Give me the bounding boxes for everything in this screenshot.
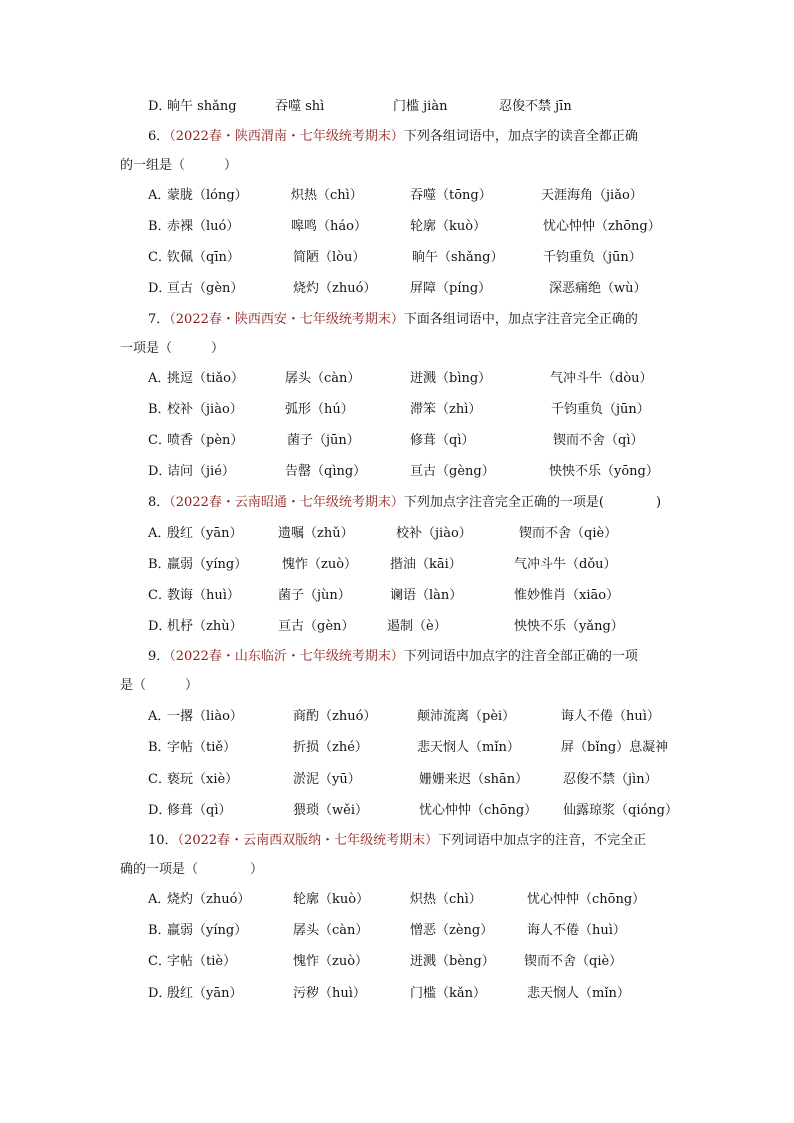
- option-label: A．: [148, 188, 171, 203]
- option-word: 字帖（tiě）: [167, 740, 237, 755]
- option-word: 悲天悯人（mǐn）: [527, 986, 630, 1001]
- option-word: 遗嘱（zhǔ）: [278, 526, 354, 541]
- option-word: 门槛 jiàn: [393, 99, 448, 114]
- option-label: D．: [148, 99, 172, 114]
- option-word: 嗥鸣（háo）: [291, 219, 367, 234]
- question-text-cont: 确的一项是（ ）: [120, 862, 264, 877]
- question-text: 下列各组词语中，加点字的读音全都正确: [403, 129, 638, 144]
- option-word: 机杼（zhù）: [167, 619, 243, 634]
- option-word: 忧心忡忡（zhōng）: [543, 219, 661, 234]
- question-number: 9．: [148, 649, 170, 664]
- option-word: 忧心忡忡（chōng）: [527, 892, 646, 907]
- option-word: 愧怍（zuò）: [282, 557, 358, 572]
- option-word: 校补（jiào）: [167, 402, 243, 417]
- option-word: 污秽（huì）: [293, 986, 366, 1001]
- question-8-stem: [148, 493, 661, 513]
- option-word: 锲而不舍（qiè）: [519, 526, 618, 541]
- option-word: 愧怍（zuò）: [293, 954, 369, 969]
- option-word: 烧灼（zhuó）: [167, 892, 251, 907]
- option-word: 屏（bǐng）息凝神: [561, 740, 669, 755]
- option-word: 烧灼（zhuó）: [293, 281, 377, 296]
- option-label: A．: [148, 709, 171, 724]
- option-word: 羸弱（yíng）: [167, 923, 248, 938]
- option-label: B．: [148, 557, 171, 572]
- option-word: 蒙胧（lóng）: [167, 188, 248, 203]
- question-source: （2022春・云南昭通・七年级统考期末）: [169, 495, 404, 510]
- option-word: 一撂（liào）: [167, 709, 243, 724]
- question-text: 下列词语中加点字的注音，不完全正: [438, 833, 647, 848]
- question-7-stem: [148, 310, 638, 330]
- question-text-cont: 的一组是（ ）: [120, 158, 238, 173]
- option-word: 炽热（chì）: [410, 892, 482, 907]
- option-word: 气冲斗牛（dòu）: [550, 371, 653, 386]
- option-word: 折损（zhé）: [293, 740, 368, 755]
- option-word: 吞噬 shì: [275, 99, 325, 114]
- option-word: 钦佩（qīn）: [167, 250, 240, 265]
- option-label: C．: [148, 954, 171, 969]
- question-6-stem: [148, 127, 638, 147]
- option-word: 告罄（qìng）: [285, 464, 367, 479]
- option-word: 揩油（kāi）: [390, 557, 462, 572]
- option-word: 挑逗（tiǎo）: [167, 371, 244, 386]
- option-word: 羸弱（yíng）: [167, 557, 248, 572]
- option-word: 淤泥（yū）: [293, 772, 361, 787]
- option-word: 怏怏不乐（yōng）: [549, 464, 659, 479]
- option-word: 炽热（chì）: [291, 188, 363, 203]
- question-number: 10．: [148, 833, 178, 848]
- option-word: 亘古（gèn）: [278, 619, 355, 634]
- option-word: 教诲（huì）: [167, 588, 240, 603]
- option-word: 屏障（píng）: [410, 281, 492, 296]
- option-word: 颠沛流离（pèi）: [417, 709, 516, 724]
- option-label: B．: [148, 740, 171, 755]
- option-word: 校补（jiào）: [396, 526, 472, 541]
- question-text-cont: 一项是（ ）: [120, 341, 225, 356]
- question-source: （2022春・陕西西安・七年级统考期末）: [169, 312, 404, 327]
- question-7-stem-cont: [120, 339, 224, 359]
- option-word: 轮廓（kuò）: [293, 892, 370, 907]
- option-word: 千钧重负（jūn）: [543, 250, 642, 265]
- option-word: 迸溅（bìng）: [410, 371, 492, 386]
- option-word: 千钧重负（jūn）: [551, 402, 650, 417]
- option-label: D．: [148, 986, 172, 1001]
- option-word: 忍俊不禁（jìn）: [563, 772, 658, 787]
- option-word: 锲而不舍（qiè）: [524, 954, 623, 969]
- question-source: （2022春・云南西双版纳・七年级统考期末）: [177, 833, 439, 848]
- option-word: 亵玩（xiè）: [167, 772, 239, 787]
- question-6-stem-cont: [120, 156, 237, 176]
- option-word: 诲人不倦（huì）: [527, 923, 626, 938]
- option-word: 孱头（càn）: [285, 371, 361, 386]
- question-text: 下列加点字注音完全正确的一项是( ): [403, 495, 662, 510]
- option-word: 晌午（shǎng）: [412, 250, 504, 265]
- option-word: 殷红（yān）: [167, 526, 243, 541]
- option-label: B．: [148, 923, 171, 938]
- option-word: 晌午 shǎng: [167, 99, 237, 114]
- question-text-cont: 是（ ）: [120, 678, 199, 693]
- option-word: 修葺（qì）: [410, 433, 475, 448]
- option-word: 商酌（zhuó）: [293, 709, 377, 724]
- option-word: 诲人不倦（huì）: [561, 709, 660, 724]
- question-source: （2022春・陕西渭南・七年级统考期末）: [169, 129, 404, 144]
- question-10-stem: [148, 831, 646, 851]
- option-label: B．: [148, 219, 171, 234]
- question-text: 下面各组词语中，加点字注音完全正确的: [403, 312, 638, 327]
- option-word: 门槛（kǎn）: [410, 986, 487, 1001]
- option-word: 迸溅（bèng）: [410, 954, 495, 969]
- option-word: 修葺（qì）: [167, 803, 232, 818]
- option-word: 姗姗来迟（shān）: [419, 772, 529, 787]
- option-word: 简陋（lòu）: [293, 250, 366, 265]
- option-word: 菌子（jūn）: [287, 433, 360, 448]
- option-word: 轮廓（kuò）: [410, 219, 487, 234]
- option-label: C．: [148, 250, 171, 265]
- option-word: 赤裸（luó）: [167, 219, 240, 234]
- option-label: C．: [148, 433, 171, 448]
- question-number: 8．: [148, 495, 170, 510]
- option-label: B．: [148, 402, 171, 417]
- option-word: 诘问（jié）: [167, 464, 235, 479]
- option-word: 喷香（pèn）: [167, 433, 244, 448]
- option-word: 殷红（yān）: [167, 986, 243, 1001]
- option-label: D．: [148, 803, 172, 818]
- option-word: 亘古（gèn）: [167, 281, 244, 296]
- option-word: 字帖（tiè）: [167, 954, 237, 969]
- option-word: 仙露琼浆（qióng）: [563, 803, 679, 818]
- option-word: 忧心忡忡（chōng）: [419, 803, 538, 818]
- option-label: D．: [148, 464, 172, 479]
- option-word: 气冲斗牛（dǒu）: [514, 557, 617, 572]
- question-9-stem-cont: [120, 676, 198, 696]
- option-label: C．: [148, 588, 171, 603]
- option-label: A．: [148, 371, 171, 386]
- option-word: 孱头（càn）: [293, 923, 369, 938]
- option-word: 菌子（jùn）: [278, 588, 351, 603]
- question-source: （2022春・山东临沂・七年级统考期末）: [169, 649, 404, 664]
- option-label: A．: [148, 526, 171, 541]
- option-word: 亘古（gèng）: [410, 464, 495, 479]
- option-word: 吞噬（tōng）: [410, 188, 492, 203]
- option-word: 滞笨（zhì）: [410, 402, 482, 417]
- option-word: 悲天悯人（mǐn）: [417, 740, 520, 755]
- option-word: 憎恶（zèng）: [410, 923, 494, 938]
- option-word: 怏怏不乐（yǎng）: [514, 619, 624, 634]
- option-label: C．: [148, 772, 171, 787]
- question-number: 7．: [148, 312, 170, 327]
- option-word: 猥琐（wěi）: [293, 803, 368, 818]
- option-word: 惟妙惟肖（xiāo）: [514, 588, 620, 603]
- question-10-stem-cont: [120, 860, 263, 880]
- option-label: A．: [148, 892, 171, 907]
- option-word: 弧形（hú）: [285, 402, 354, 417]
- option-word: 忍俊不禁 jīn: [499, 99, 572, 114]
- option-word: 深恶痛绝（wù）: [549, 281, 647, 296]
- option-label: D．: [148, 281, 172, 296]
- option-word: 谰语（làn）: [390, 588, 463, 603]
- question-number: 6．: [148, 129, 170, 144]
- option-word: 遏制（è）: [387, 619, 447, 634]
- question-text: 下列词语中加点字的注音全部正确的一项: [403, 649, 638, 664]
- question-9-stem: [148, 647, 638, 667]
- option-word: 天涯海角（jiǎo）: [541, 188, 643, 203]
- option-word: 锲而不舍（qì）: [553, 433, 644, 448]
- option-label: D．: [148, 619, 172, 634]
